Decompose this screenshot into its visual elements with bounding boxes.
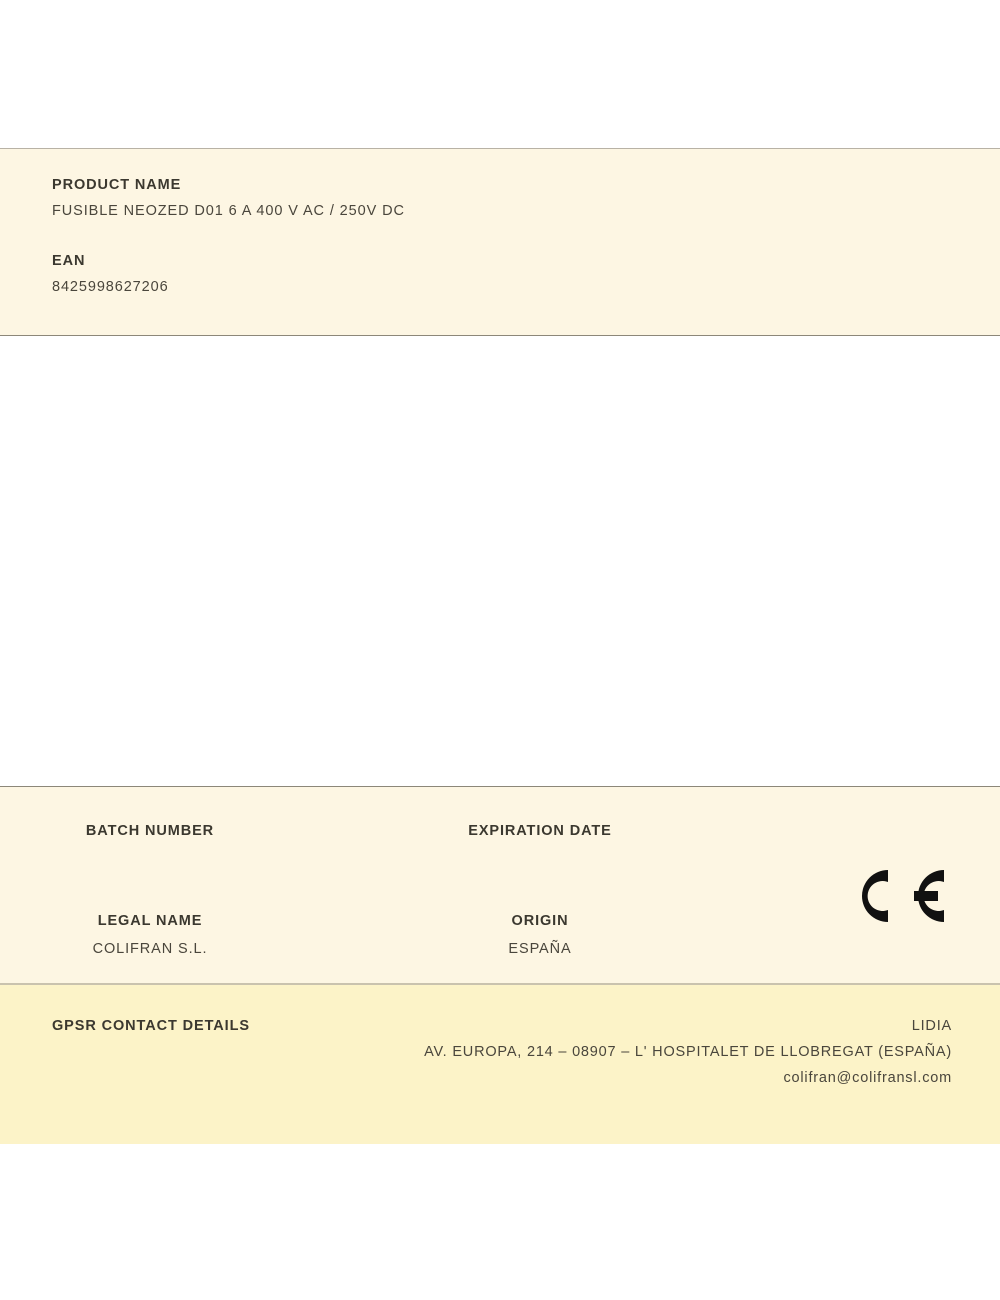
product-name-value: FUSIBLE NEOZED D01 6 A 400 V AC / 250V DC	[52, 203, 405, 219]
gpsr-section	[0, 984, 1000, 1144]
gpsr-label: GPSR CONTACT DETAILS	[52, 1018, 250, 1034]
origin-label: ORIGIN	[511, 913, 569, 929]
gpsr-address: AV. EUROPA, 214 – 08907 – L' HOSPITALET DE LLOBREGAT (ESPAÑA)	[424, 1044, 952, 1060]
ean-value: 8425998627206	[52, 279, 169, 295]
batch-legal-section	[0, 786, 1000, 984]
legal-name-value: COLIFRAN S.L.	[92, 941, 208, 957]
gpsr-email[interactable]: colifran@colifransl.com	[783, 1070, 952, 1086]
origin-value: ESPAÑA	[508, 941, 572, 957]
legal-name-field	[0, 913, 300, 957]
batch-expiration-row	[0, 823, 1000, 851]
bottom-blank-area	[0, 1144, 1000, 1300]
ean-label: EAN	[52, 253, 86, 269]
expiration-date-field	[390, 823, 690, 851]
product-info-section	[0, 148, 1000, 336]
gpsr-contact-name: LIDIA	[911, 1018, 952, 1034]
legal-name-label: LEGAL NAME	[97, 913, 203, 929]
blank-content-area	[0, 336, 1000, 786]
legal-origin-row	[0, 913, 1000, 957]
ce-marking-icon	[852, 865, 948, 927]
batch-number-label: BATCH NUMBER	[85, 823, 215, 839]
batch-number-field	[0, 823, 300, 851]
product-name-label: PRODUCT NAME	[52, 177, 182, 193]
origin-field	[390, 913, 690, 957]
expiration-date-label: EXPIRATION DATE	[468, 823, 612, 839]
